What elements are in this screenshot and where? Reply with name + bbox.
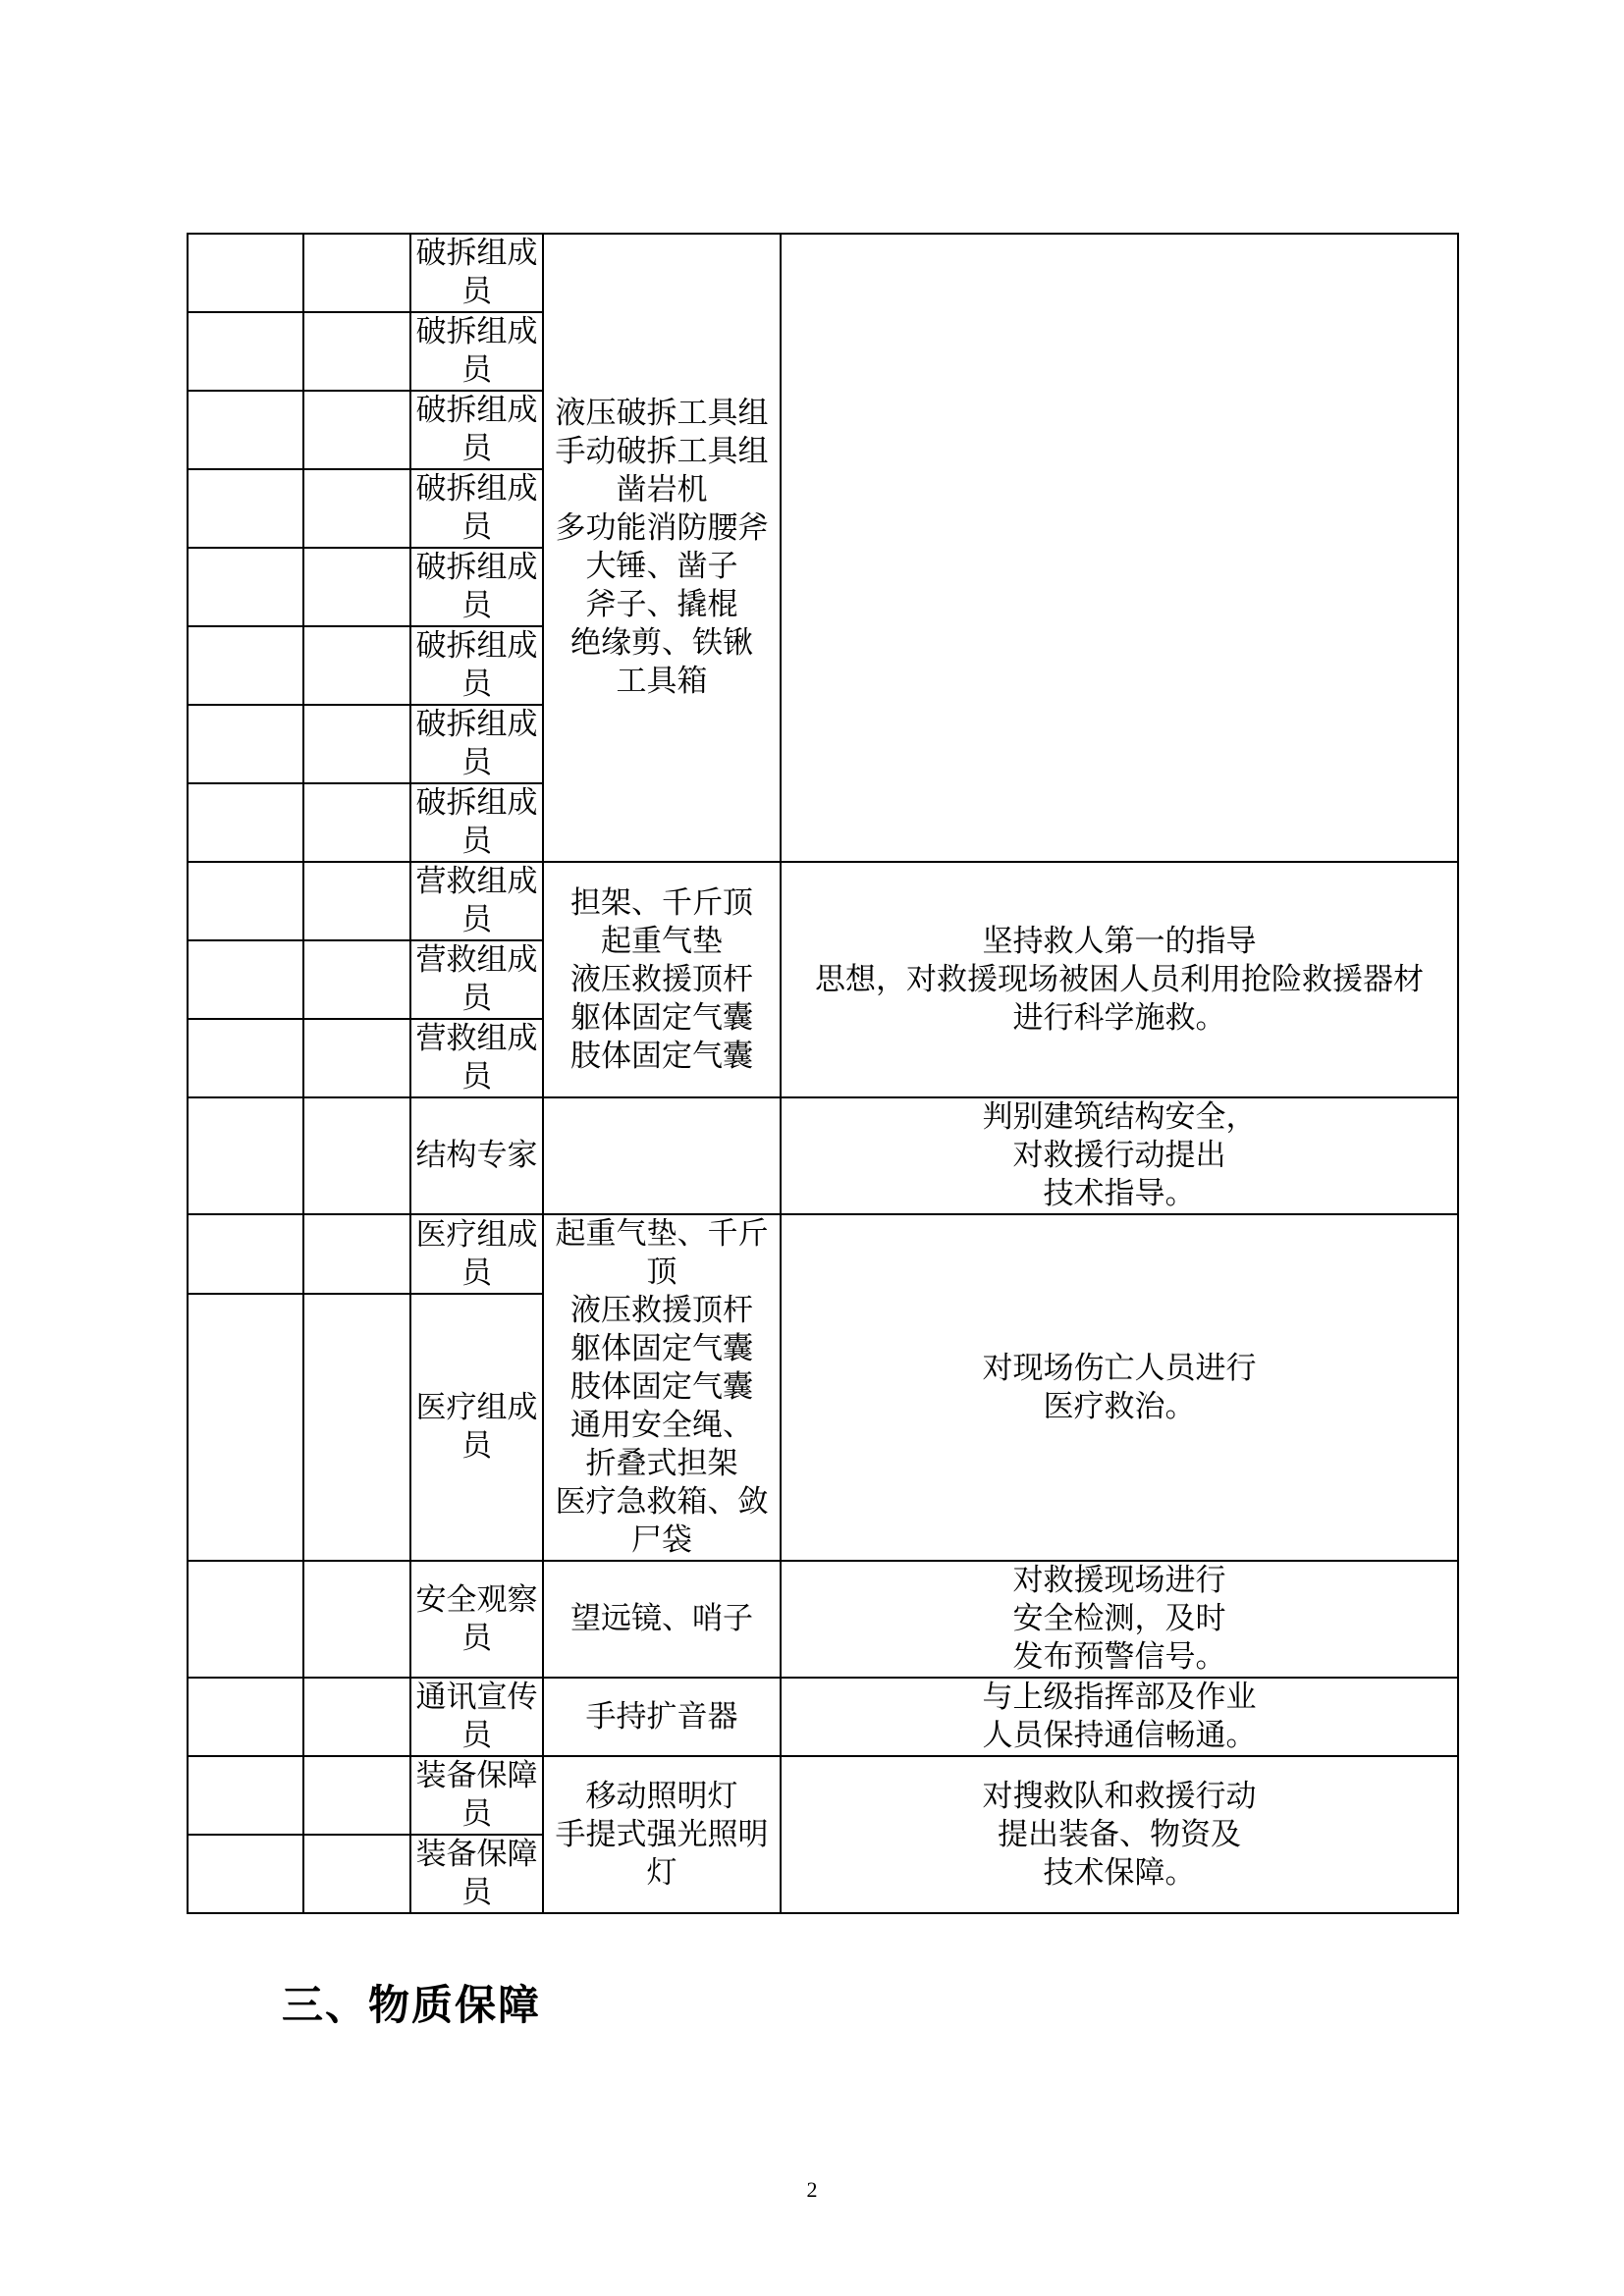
table-row	[188, 862, 1458, 940]
table-row	[188, 1756, 1458, 1835]
role-cell: 安全观察员	[410, 1561, 543, 1678]
table-cell	[303, 391, 410, 469]
personnel-table	[187, 233, 1459, 1914]
equipment-cell: 望远镜、哨子	[543, 1561, 781, 1678]
table-cell	[303, 548, 410, 626]
role-cell: 破拆组成员	[410, 705, 543, 783]
table-cell	[303, 1561, 410, 1678]
table-cell	[303, 940, 410, 1019]
role-cell: 通讯宣传员	[410, 1678, 543, 1756]
table-cell	[303, 1835, 410, 1913]
table-cell	[303, 705, 410, 783]
table-cell	[303, 862, 410, 940]
page-number: 2	[806, 2177, 818, 2202]
duty-cell	[781, 234, 1458, 862]
table-cell	[188, 862, 303, 940]
table-row	[188, 1561, 1458, 1678]
role-cell: 装备保障员	[410, 1835, 543, 1913]
section-heading: 三、物质保障	[282, 1981, 542, 2029]
table-cell	[303, 312, 410, 391]
table-cell	[188, 940, 303, 1019]
equipment-cell: 手持扩音器	[543, 1678, 781, 1756]
role-cell: 破拆组成员	[410, 391, 543, 469]
table-row	[188, 1214, 1458, 1294]
equipment-cell	[543, 1097, 781, 1214]
equipment-cell: 液压破拆工具组 手动破拆工具组 凿岩机 多功能消防腰斧 大锤、凿子 斧子、撬棍 绝缘剪、铁锹 工具箱	[543, 234, 781, 862]
duty-cell: 判别建筑结构安全， 对救援行动提出 技术指导。	[781, 1097, 1458, 1214]
role-cell: 结构专家	[410, 1097, 543, 1214]
duty-cell: 对救援现场进行 安全检测，及时 发布预警信号。	[781, 1561, 1458, 1678]
table-cell	[188, 1214, 303, 1294]
table-cell	[188, 1561, 303, 1678]
table-cell	[188, 783, 303, 862]
table-cell	[188, 1835, 303, 1913]
duty-cell: 对搜救队和救援行动 提出装备、物资及 技术保障。	[781, 1756, 1458, 1913]
role-cell: 营救组成员	[410, 862, 543, 940]
role-cell: 破拆组成员	[410, 234, 543, 312]
equipment-cell: 起重气垫、千斤顶 液压救援顶杆 躯体固定气囊 肢体固定气囊 通用安全绳、 折叠式担架 医疗急救箱、敛尸袋	[543, 1214, 781, 1561]
table-cell	[188, 469, 303, 548]
duty-cell: 坚持救人第一的指导 思想，对救援现场被困人员利用抢险救援器材 进行科学施救。	[781, 862, 1458, 1097]
table-cell	[303, 1097, 410, 1214]
table-cell	[303, 1756, 410, 1835]
table-cell	[188, 705, 303, 783]
role-cell: 破拆组成员	[410, 469, 543, 548]
table-cell	[188, 548, 303, 626]
table-cell	[303, 1214, 410, 1294]
duty-cell: 与上级指挥部及作业 人员保持通信畅通。	[781, 1678, 1458, 1756]
table-cell	[303, 626, 410, 705]
table-cell	[188, 234, 303, 312]
role-cell: 医疗组成员	[410, 1214, 543, 1294]
table-row	[188, 234, 1458, 312]
table-cell	[303, 234, 410, 312]
duty-cell: 对现场伤亡人员进行 医疗救治。	[781, 1214, 1458, 1561]
role-cell: 破拆组成员	[410, 312, 543, 391]
table-cell	[188, 1019, 303, 1097]
role-cell: 装备保障员	[410, 1756, 543, 1835]
table-cell	[188, 1756, 303, 1835]
table-cell	[188, 626, 303, 705]
role-cell: 破拆组成员	[410, 626, 543, 705]
table-row	[188, 1678, 1458, 1756]
table-cell	[303, 1678, 410, 1756]
table-row	[188, 1097, 1458, 1214]
role-cell: 破拆组成员	[410, 548, 543, 626]
table-cell	[303, 1294, 410, 1561]
table-cell	[303, 469, 410, 548]
table-cell	[188, 1097, 303, 1214]
table-cell	[303, 1019, 410, 1097]
equipment-cell: 担架、千斤顶 起重气垫 液压救援顶杆 躯体固定气囊 肢体固定气囊	[543, 862, 781, 1097]
role-cell: 营救组成员	[410, 940, 543, 1019]
equipment-cell: 移动照明灯 手提式强光照明灯	[543, 1756, 781, 1913]
role-cell: 破拆组成员	[410, 783, 543, 862]
role-cell: 医疗组成员	[410, 1294, 543, 1561]
table-cell	[303, 783, 410, 862]
role-cell: 营救组成员	[410, 1019, 543, 1097]
table-cell	[188, 1678, 303, 1756]
table-cell	[188, 312, 303, 391]
table-cell	[188, 391, 303, 469]
table-cell	[188, 1294, 303, 1561]
